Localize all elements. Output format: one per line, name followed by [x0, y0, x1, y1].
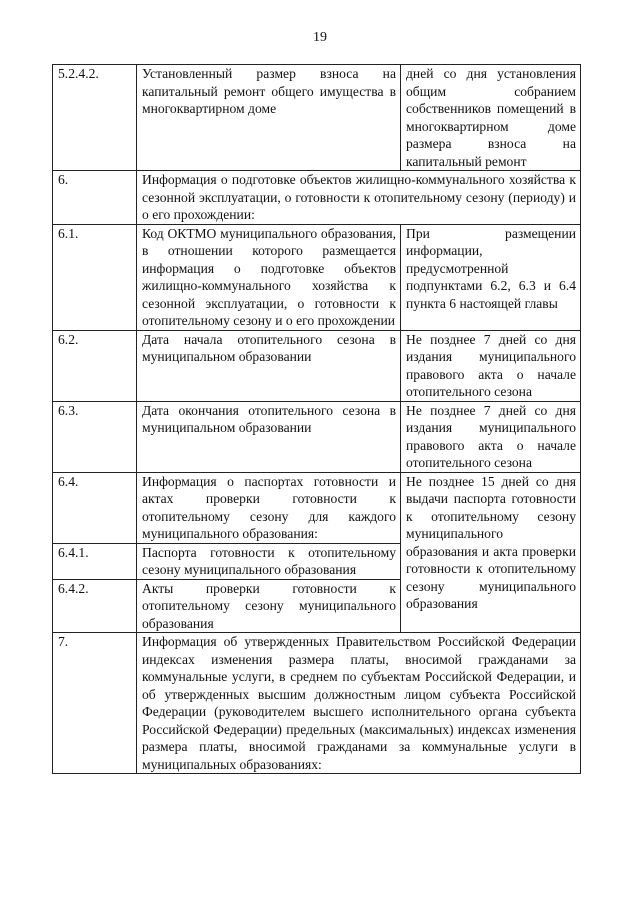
row-number: 6.4.1.	[53, 543, 137, 579]
row-description: Дата начала отопительного сезона в муниципальном образовании	[137, 330, 401, 401]
table-row	[53, 224, 581, 330]
table-row	[53, 65, 581, 171]
row-description: Дата окончания отопительного сезона в муниципальном образовании	[137, 401, 401, 472]
row-number: 6.4.2.	[53, 579, 137, 633]
row-description: Установленный размер взноса на капитальный ремонт общего имущества в многоквартирном доме	[137, 65, 401, 171]
table-row	[53, 633, 581, 774]
page-number: 19	[313, 30, 327, 45]
row-number: 5.2.4.2.	[53, 65, 137, 171]
row-description: Информация о подготовке объектов жилищно-коммунального хозяйства к сезонной эксплуатации, о готовности к отопительному сезону (периоду) и о его прохождении:	[137, 171, 581, 225]
row-description: Акты проверки готовности к отопительному сезону муниципального образования	[137, 579, 401, 633]
row-deadline: При размещении информации, предусмотренной подпунктами 6.2, 6.3 и 6.4 пункта 6 настоящей главы	[401, 224, 581, 330]
table-row	[53, 330, 581, 401]
row-description: Информация об утвержденных Правительством Российской Федерации индексах изменения размера платы, вносимой гражданами за коммунальные услуги, в среднем по субъектам Российской Федерации, и об утвержденных высшим должностным лицом субъекта Российской Федерации (руководителем высшего исполнительного органа субъекта Российской Федерации) предельных (максимальных) индексах изменения размера платы, вносимой гражданами за коммунальные услуги в муниципальных образованиях:	[137, 633, 581, 774]
row-deadline: Не позднее 15 дней со дня выдачи паспорта готовности к отопительному сезону муниципального образования и акта проверки готовности к отопительному сезону муниципального образования	[401, 472, 581, 633]
table-row	[53, 472, 581, 543]
table-row	[53, 401, 581, 472]
row-description: Паспорта готовности к отопительному сезону муниципального образования	[137, 543, 401, 579]
row-deadline: дней со дня установления общим собранием собственников помещений в многоквартирном доме размера взноса на капитальный ремонт	[401, 65, 581, 171]
table-row	[53, 171, 581, 225]
row-description: Код ОКТМО муниципального образования, в отношении которого размещается информация о подготовке объектов жилищно-коммунального хозяйства к сезонной эксплуатации, о готовности к отопительному сезону и о его прохождении	[137, 224, 401, 330]
row-number: 6.	[53, 171, 137, 225]
row-deadline: Не позднее 7 дней со дня издания муниципального правового акта о начале отопительного сезона	[401, 401, 581, 472]
row-number: 6.2.	[53, 330, 137, 401]
row-deadline: Не позднее 7 дней со дня издания муниципального правового акта о начале отопительного сезона	[401, 330, 581, 401]
row-number: 6.3.	[53, 401, 137, 472]
row-description: Информация о паспортах готовности и актах проверки готовности к отопительному сезону для каждого муниципального образования:	[137, 472, 401, 543]
row-number: 7.	[53, 633, 137, 774]
row-number: 6.1.	[53, 224, 137, 330]
requirements-table	[52, 64, 581, 774]
row-number: 6.4.	[53, 472, 137, 543]
